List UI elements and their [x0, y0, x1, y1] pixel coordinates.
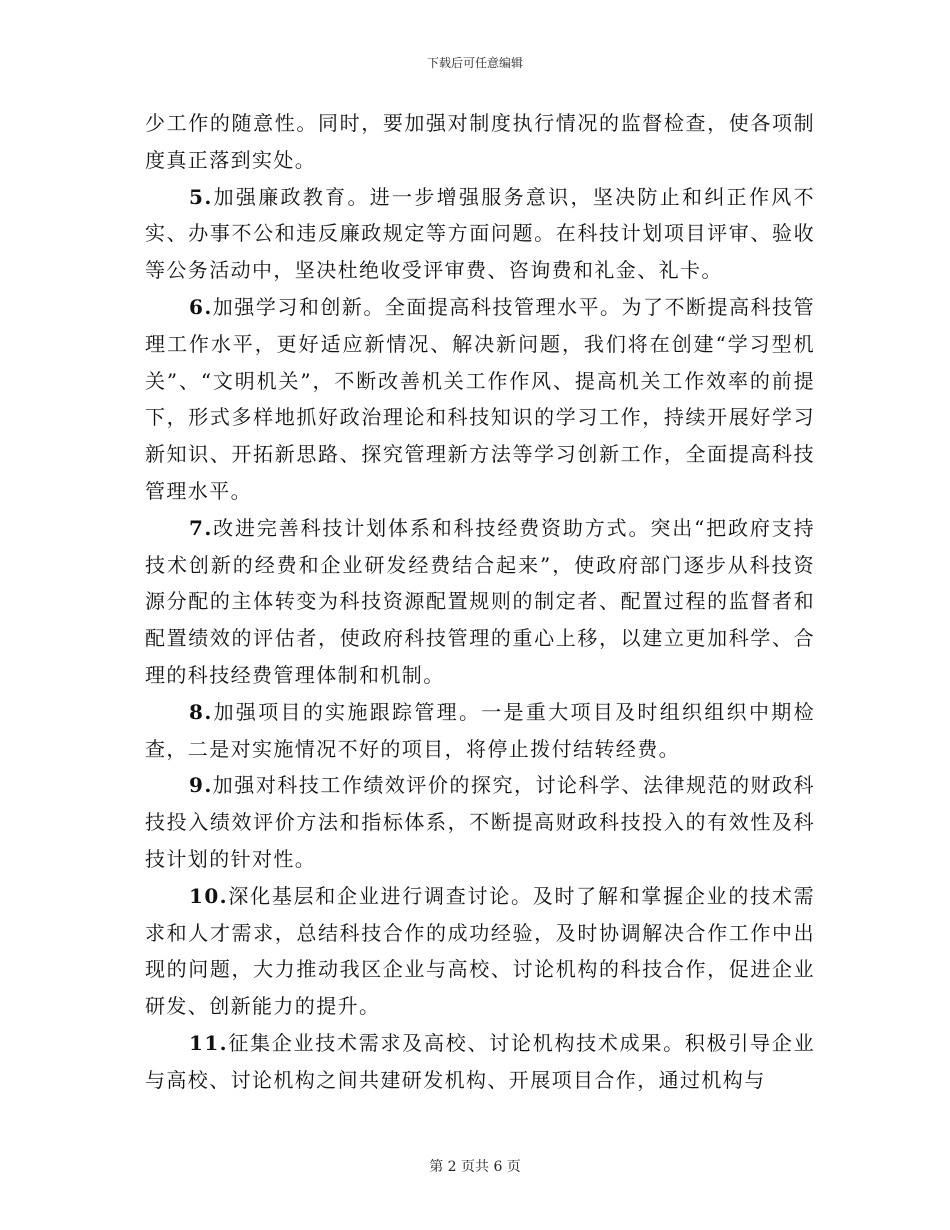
item-number: 9. — [189, 773, 213, 798]
paragraph-item-5 — [145, 179, 815, 289]
paragraph-item-8 — [145, 694, 815, 768]
page-header: 下载后可任意编辑 — [426, 56, 523, 70]
paragraph-text: 加强学习和创新。全面提高科技管理水平。为了不断提高科技管理工作水平，更好适应新情况、解决新问题，我们将在创建“学习型机关”、“文明机关”，不断改善机关工作作风、提高机关工作效率的前提下，形式多样地抓好政治理论和科技知识的学习工作，持续开展好学习新知识、开拓新思路、探究管理新方法等学习创新工作，全面提高科技管理水平。 — [145, 294, 815, 503]
item-number: 11. — [189, 1030, 228, 1055]
page-footer: 第 2 页共 6 页 — [429, 1159, 521, 1175]
item-number: 10. — [189, 883, 228, 908]
paragraph-text: 加强项目的实施跟踪管理。一是重大项目及时组织组织中期检查，二是对实施情况不好的项目，将停止拨付结转经费。 — [145, 699, 815, 761]
paragraph-item-10 — [145, 878, 815, 1025]
paragraph-text: 征集企业技术需求及高校、讨论机构技术成果。积极引导企业与高校、讨论机构之间共建研发机构、开展项目合作，通过机构与 — [145, 1030, 815, 1092]
paragraph-text: 改进完善科技计划体系和科技经费资助方式。突出“把政府支持技术创新的经费和企业研发经费结合起来”，使政府部门逐步从科技资源分配的主体转变为科技资源配置规则的制定者、配置过程的监督者和配置绩效的评估者，使政府科技管理的重心上移，以建立更加科学、合理的科技经费管理体制和机制。 — [145, 515, 815, 687]
paragraph-text: 少工作的随意性。同时，要加强对制度执行情况的监督检查，使各项制度真正落到实处。 — [145, 111, 815, 172]
paragraph-text: 加强廉政教育。进一步增强服务意识，坚决防止和纠正作风不实、办事不公和违反廉政规定等方面问题。在科技计划项目评审、验收等公务活动中，坚决杜绝收受评审费、咨询费和礼金、礼卡。 — [145, 184, 815, 283]
item-number: 6. — [189, 294, 213, 319]
item-number: 5. — [189, 184, 213, 209]
paragraph-item-7 — [145, 510, 815, 694]
paragraph-item-11 — [145, 1025, 815, 1099]
paragraph-text: 深化基层和企业进行调查讨论。及时了解和掌握企业的技术需求和人才需求，总结科技合作的成功经验，及时协调解决合作工作中出现的问题，大力推动我区企业与高校、讨论机构的科技合作，促进企业研发、创新能力的提升。 — [145, 883, 815, 1019]
paragraph-item-9 — [145, 767, 815, 877]
item-number: 7. — [189, 515, 213, 540]
paragraph-text: 加强对科技工作绩效评价的探究，讨论科学、法律规范的财政科技投入绩效评价方法和指标体系，不断提高财政科技投入的有效性及科技计划的针对性。 — [145, 773, 815, 871]
paragraph-continuation — [145, 105, 815, 179]
paragraph-item-6 — [145, 289, 815, 510]
item-number: 8. — [189, 699, 213, 724]
document-body — [145, 105, 815, 1099]
